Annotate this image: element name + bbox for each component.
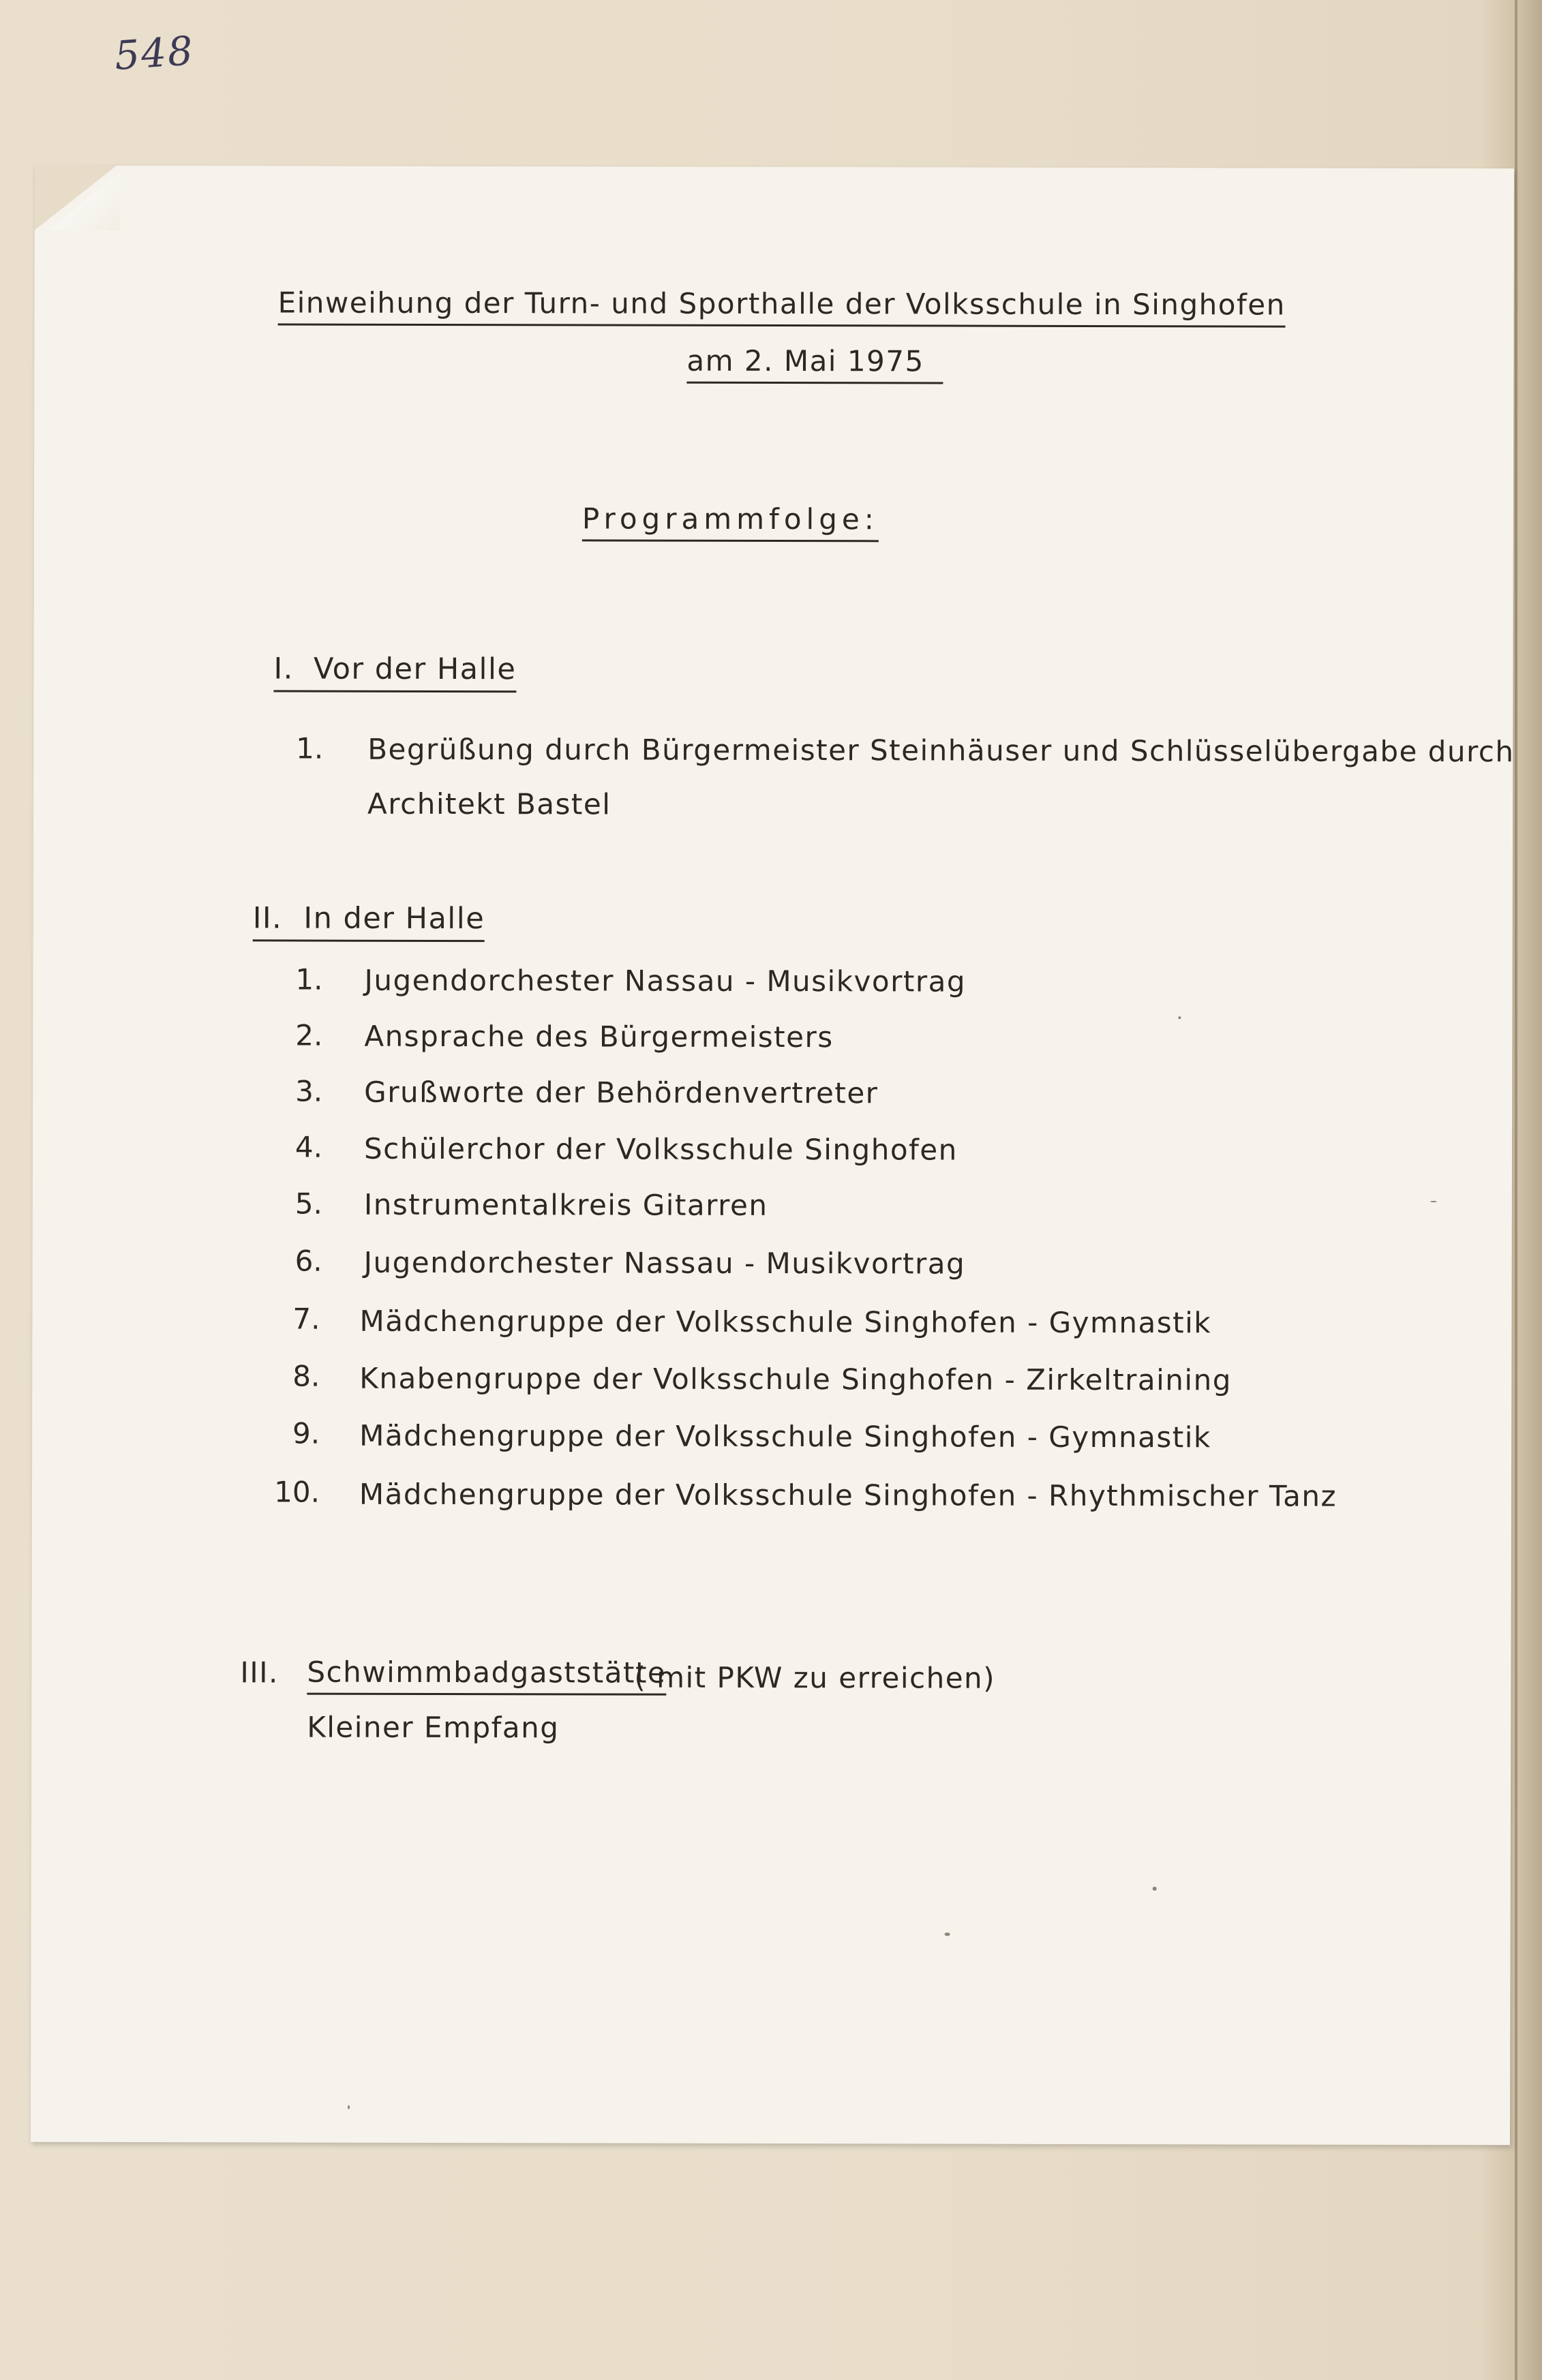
typed-sheet	[31, 166, 1514, 2146]
section-3-numeral: III.	[240, 1656, 279, 1690]
item-number: 1.	[295, 962, 323, 996]
item-text: Mädchengruppe der Volksschule Singhofen - Gymnastik	[359, 1418, 1211, 1454]
paper-speck	[348, 2105, 350, 2109]
item-number: 6.	[294, 1244, 322, 1278]
item-text: Ansprache des Bürgermeisters	[364, 1019, 834, 1054]
item-number: 10.	[274, 1475, 320, 1509]
item-text: Instrumentalkreis Gitarren	[363, 1187, 768, 1222]
section-1-title: Vor der Halle	[313, 652, 517, 687]
document-date: am 2. Mai 1975	[686, 347, 943, 384]
section-1-numeral: I.	[273, 652, 294, 686]
section-2-title: In der Halle	[303, 901, 485, 936]
paper-speck	[1430, 1201, 1437, 1202]
item-text: Jugendorchester Nassau - Musikvortrag	[364, 963, 967, 998]
section-1-heading	[273, 654, 516, 692]
item-number: 8.	[292, 1359, 320, 1393]
program-heading: Programmfolge:	[582, 504, 879, 542]
paper-speck	[945, 1933, 950, 1936]
item-text: Jugendorchester Nassau - Musikvortrag	[363, 1245, 966, 1281]
item-number: 5.	[294, 1187, 322, 1221]
item-number: 3.	[295, 1074, 323, 1108]
item-number: 7.	[292, 1302, 320, 1336]
item-number: 4.	[294, 1130, 323, 1164]
item-text: Grußworte der Behördenvertreter	[364, 1075, 879, 1110]
section-2-heading	[252, 901, 485, 942]
item-number: 2.	[295, 1018, 323, 1052]
item-text: Mädchengruppe der Volksschule Singhofen - Rhythmischer Tanz	[359, 1477, 1337, 1513]
section-3-detail: Kleiner Empfang	[307, 1710, 560, 1745]
paper-speck	[1153, 1887, 1157, 1891]
item-text: Knabengruppe der Volksschule Singhofen - Zirkeltraining	[359, 1361, 1232, 1397]
section-3-note-suffix: ( mit PKW zu erreichen)	[634, 1660, 996, 1695]
item-text: Schülerchor der Volksschule Singhofen	[363, 1131, 958, 1167]
archive-number: 548	[112, 27, 196, 79]
item-text: Mädchengruppe der Volksschule Singhofen - Gymnastik	[359, 1304, 1212, 1340]
paper-speck	[1178, 1016, 1181, 1019]
section-3-title: Schwimmbadgaststätte	[307, 1658, 666, 1696]
item-number: 9.	[292, 1416, 320, 1450]
section-1-item-1-line-2: Architekt Bastel	[367, 787, 611, 821]
section-1-item-1-line-1: Begrüßung durch Bürgermeister Steinhäuser und Schlüsselübergabe durch	[367, 732, 1515, 769]
document-title: Einweihung der Turn- und Sporthalle der Volksschule in Singhofen	[278, 288, 1286, 327]
binding-edge	[1515, 0, 1517, 2380]
section-2-numeral: II.	[252, 901, 283, 936]
section-1-item-number: 1.	[296, 731, 324, 765]
